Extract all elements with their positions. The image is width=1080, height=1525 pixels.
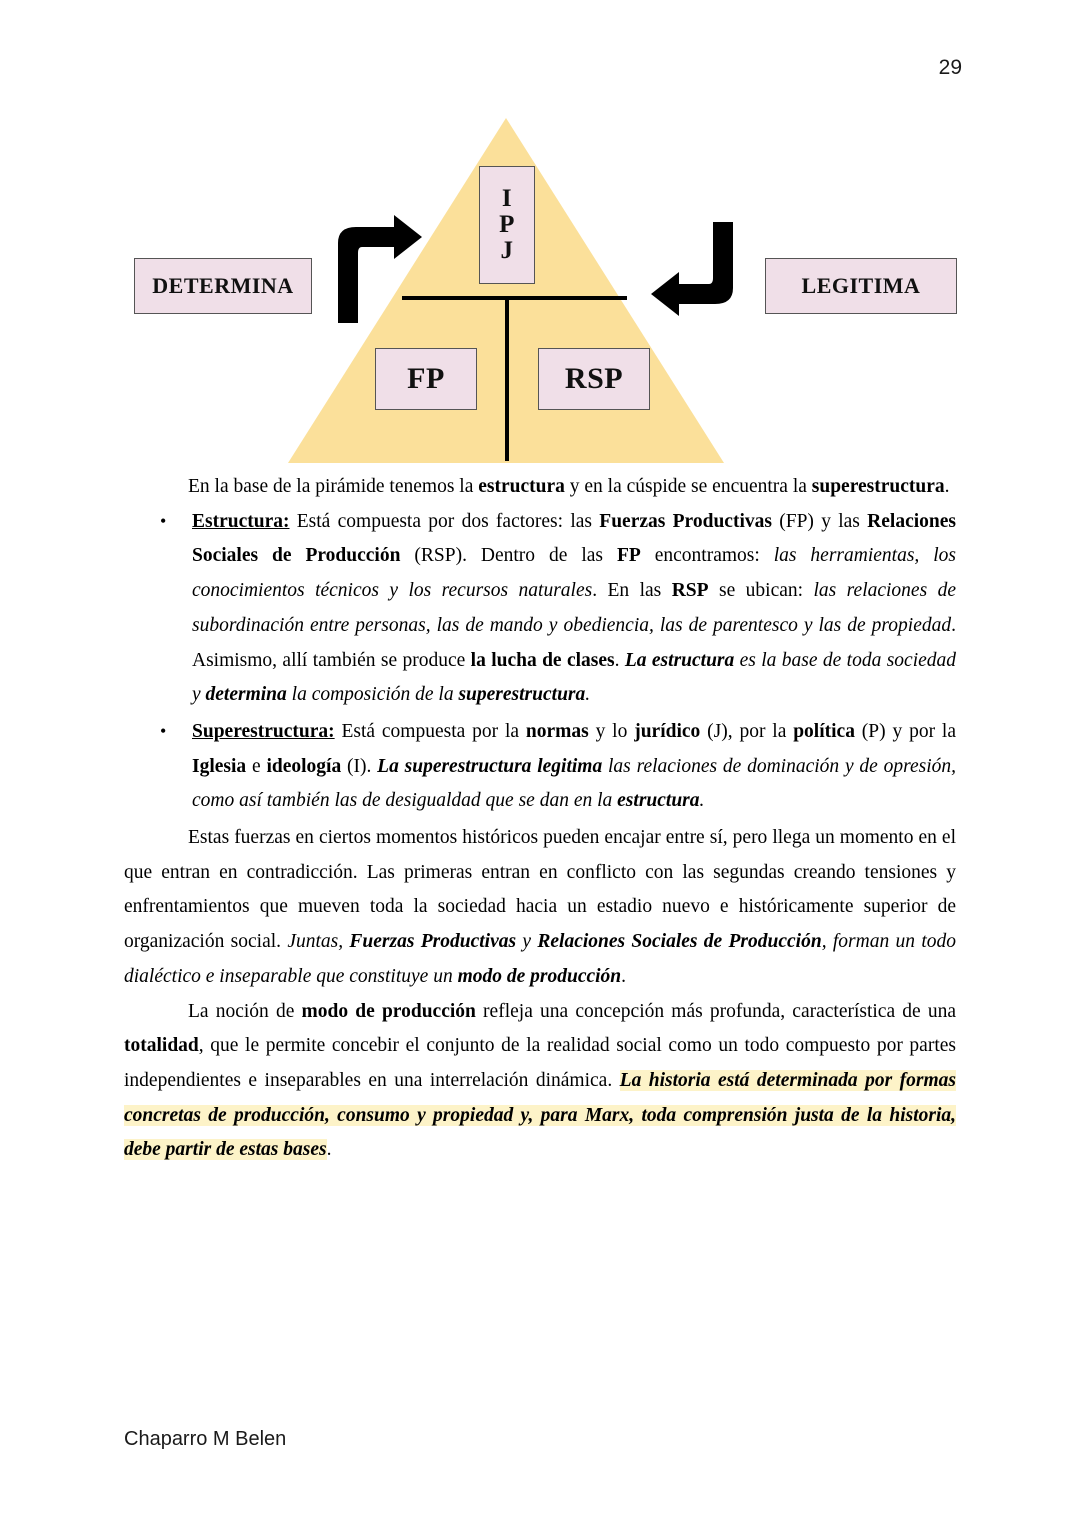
label-p: P (499, 210, 515, 238)
superestructura-text-2: y lo (588, 720, 635, 742)
superestructura-bolditalic-1: La superestructura legitima (377, 755, 603, 777)
estructura-italic-3: es la base de toda sociedad y (192, 649, 957, 706)
estructura-text-4: encontramos: (640, 545, 774, 567)
mode-highlighted-text: La historia está determinada por formas concretas de producción, consumo y propiedad y, para Marx, toda comprensión justa de la historia, debe partir de estas bases (124, 1069, 956, 1161)
intro-bold-superestructura: superestructura (811, 476, 945, 497)
legitima-arrow-icon (645, 218, 755, 328)
estructura-italic-4: la composición de la (286, 684, 459, 706)
marx-pyramid-diagram (120, 118, 965, 468)
mode-bold-modo: modo de producción (301, 1000, 476, 1022)
mode-text-3: , que le permite concebir el conjunto de la realidad social como un todo compuesto por partes independientes e inseparables en una interrelación dinámica. (124, 1035, 956, 1091)
superestructura-bold-iglesia: Iglesia (192, 755, 247, 777)
label-i: I (501, 184, 513, 212)
estructura-italic-1: las herramientas, los conocimientos técnicos y los recursos naturales (192, 545, 956, 602)
superestructura-bold-ideologia: ideología (266, 755, 342, 777)
estructura-bold-rsp: Relaciones Sociales de Producción (192, 510, 956, 567)
intro-text-1: En la base de la pirámide tenemos la (188, 476, 479, 497)
estructura-text-1: Está compuesta por dos factores: las (289, 510, 600, 532)
list-item-superestructura (124, 715, 956, 819)
superestructura-text-1: Está compuesta por la (334, 720, 526, 742)
fp-label-box: FP (375, 348, 477, 410)
definition-list (124, 505, 956, 819)
superestructura-term: Superestructura: (192, 720, 335, 742)
list-item-estructura (124, 505, 956, 713)
estructura-text-8: . (614, 649, 625, 671)
rsp-label-box: RSP (538, 348, 650, 410)
estructura-italic-5: . (585, 684, 591, 706)
mode-text-1: La noción de (188, 1000, 302, 1022)
forces-bolditalic-rsp: Relaciones Sociales de Producción (537, 931, 822, 953)
estructura-italic-2: las relaciones de subordinación entre personas, las de mando y obediencia, las de parentesco y las de propiedad (192, 580, 957, 636)
estructura-text-5: . En las (592, 580, 672, 602)
mode-text-2: refleja una concepción más profunda, característica de una (475, 1000, 957, 1022)
forces-bolditalic-fp: Fuerzas Productivas (349, 931, 517, 953)
estructura-bolditalic-super: superestructura (458, 684, 586, 706)
determina-callout: DETERMINA (134, 258, 312, 314)
estructura-text-7: . Asimismo, allí también se produce (192, 614, 956, 671)
intro-paragraph (124, 470, 956, 505)
superestructura-bolditalic-estructura: estructura (617, 790, 700, 812)
mode-text-4: . (326, 1139, 332, 1161)
estructura-bolditalic-determina: determina (205, 684, 287, 706)
intro-bold-estructura: estructura (478, 476, 565, 497)
superstructure-label-box (479, 166, 535, 284)
estructura-bold-rsp-abbr: RSP (671, 580, 709, 602)
determina-arrow-icon (316, 213, 426, 323)
superestructura-text-5: e (246, 755, 267, 777)
superestructura-bold-normas: normas (525, 720, 589, 742)
label-j: J (500, 237, 514, 265)
superestructura-text-3: (J), por la (700, 720, 794, 742)
estructura-term: Estructura: (192, 510, 290, 532)
estructura-text-2: (FP) y las (771, 510, 868, 532)
estructura-bolditalic-1: La estructura (624, 649, 735, 671)
document-body (124, 470, 956, 1168)
intro-text-3: . (944, 476, 950, 497)
superestructura-bold-politica: política (793, 720, 855, 742)
estructura-bold-fp-abbr: FP (616, 545, 641, 567)
forces-italic-2: , forman un todo dialéctico e inseparable que constituye un (124, 931, 956, 987)
forces-italic-juntas: Juntas, (287, 931, 350, 953)
forces-italic-y: y (516, 931, 538, 953)
superestructura-italic-1: las relaciones de dominación y de opresión, como así también las de desigualdad que se dan en la (192, 755, 957, 812)
mode-bold-totalidad: totalidad (124, 1035, 199, 1057)
intro-text-2: y en la cúspide se encuentra la (564, 476, 812, 497)
forces-text-2: . (621, 965, 627, 987)
superestructura-text-6: (I). (341, 755, 378, 777)
estructura-text-6: se ubican: (708, 580, 814, 602)
legitima-callout: LEGITIMA (765, 258, 957, 314)
page-footer-author: Chaparro M Belen (124, 1428, 287, 1450)
estructura-text-3: (RSP). Dentro de las (400, 545, 617, 567)
paragraph-mode (124, 995, 956, 1169)
forces-text-1: Estas fuerzas en ciertos momentos históricos pueden encajar entre sí, pero llega un momento en el que entran en contradicción. Las primeras entran en conflicto con las segundas creando tensiones y enfrentamientos que mueven toda la sociedad hacia un estadio nuevo e históricamente superior de organización social. (124, 827, 956, 953)
superestructura-text-4: (P) y por la (854, 720, 956, 742)
paragraph-forces (124, 821, 956, 995)
superestructura-bold-juridico: jurídico (634, 720, 701, 742)
forces-bolditalic-modo: modo de producción (457, 965, 622, 987)
pyramid-horizontal-divider (402, 296, 627, 300)
estructura-bold-fp: Fuerzas Productivas (599, 510, 772, 532)
superestructura-italic-2: . (699, 790, 705, 812)
estructura-bold-lucha: la lucha de clases (470, 649, 615, 671)
pyramid-vertical-divider (505, 296, 509, 461)
page-number: 29 (938, 56, 962, 79)
